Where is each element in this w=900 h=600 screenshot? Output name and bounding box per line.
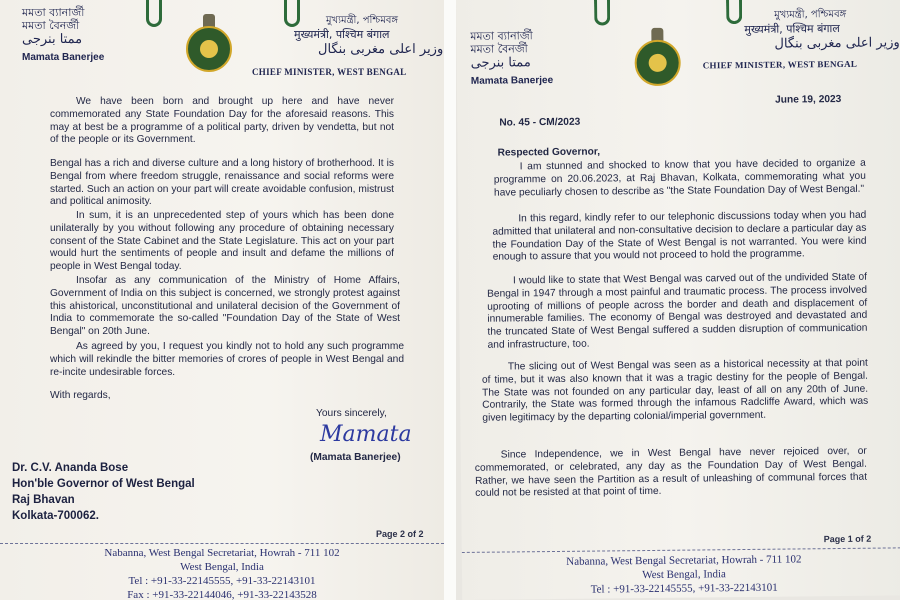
bengali-name-alt: মমতা বৈনর্জী: [22, 19, 80, 32]
addressee-line: Hon'ble Governor of West Bengal: [12, 478, 195, 490]
footer-tel: Tel : +91-33-22145555, +91-33-22143101: [590, 581, 778, 596]
footer-fax: Fax : +91-33-22144046, +91-33-22143528: [127, 589, 317, 600]
title-hindi: मुख्यमंत्री, पश्चिम बंगाल: [294, 28, 390, 41]
letter-date: June 19, 2023: [775, 93, 842, 106]
state-emblem-icon: [634, 40, 680, 86]
salutation: Respected Governor,: [497, 146, 601, 159]
paper-clip-icon: [726, 0, 742, 24]
paper-clip-icon: [594, 0, 610, 26]
paragraph: Bengal has a rich and diverse culture and a long history of brotherhood. It is Bengal from where freedom struggle, renaissance and social reforms were started. Such an action on your part will create avoidable confusion, mistrust and political animosity.: [50, 158, 394, 208]
title-urdu: وزیر اعلی مغربی بنگال: [318, 42, 444, 57]
paragraph: I would like to state that West Bengal was carved out of the undivided State of Bengal in 1947 through a most painful and traumatic process. The process involved uprooting of millions of people across the border and death and displacement of innumerable families. The economy of Bengal was destroyed and devastated and the truncated State of West Bengal suffered a sudden disruption of communication and infrastructure, too.: [487, 271, 868, 351]
footer-divider: [0, 543, 444, 544]
paragraph: In this regard, kindly refer to our telephonic discussions today when you had admitted that unilateral and non-consultative decision to declare a particular day as the Foundation Day of the State of West Bengal is not warranted. You were kind enough to assure that you would not proceed to hold the programme.: [492, 209, 867, 264]
title-english: CHIEF MINISTER, WEST BENGAL: [702, 58, 858, 71]
yours-sincerely: Yours sincerely,: [316, 408, 387, 419]
english-name: Mamata Banerjee: [470, 74, 554, 87]
page-gap: [444, 0, 456, 600]
paragraph: We have been born and brought up here and have never commemorated any State Foundation Day for the aforesaid reasons. This may at best be a programme of a political party, driven by vendetta, but not of the people or its Government.: [50, 96, 394, 146]
state-emblem-icon: [186, 26, 232, 72]
paper-clip-icon: [146, 0, 162, 27]
english-name: Mamata Banerjee: [22, 52, 105, 63]
paragraph: As agreed by you, I request you kindly not to hold any such programme which will rekindle the bitter memories of crores of people in West Bengal and re-incite undesirable forces.: [50, 341, 404, 378]
urdu-name: ممتا بنرجی: [470, 55, 531, 71]
title-bengali: মুখ্যমন্ত্রী, পশ্চিমবঙ্গ: [326, 15, 399, 26]
addressee-block: [12, 460, 195, 524]
footer-country: West Bengal, India: [642, 568, 726, 582]
paragraph: I am stunned and shocked to know that you have decided to organize a programme on 20.06.2023, at Raj Bhavan, Kolkata, commemorating what you have peculiarly chosen to describe as "the State Foundation Day of West Bengal.": [493, 157, 866, 199]
signatory: (Mamata Banerjee): [310, 452, 401, 463]
footer-address: Nabanna, West Bengal Secretariat, Howrah - 711 102: [104, 547, 340, 559]
paragraph: Since Independence, we in West Bengal have never rejoiced over, or commemorated, or celebrated, any day as the Foundation Day of West Bengal. Rather, we have seen the Partition as a result of unleashing of communal forces that could not be resisted at that point of time.: [474, 445, 868, 500]
footer-country: West Bengal, India: [180, 561, 264, 573]
addressee-line: Dr. C.V. Ananda Bose: [12, 462, 129, 474]
urdu-name: ممتا بنرجی: [22, 32, 83, 47]
footer-tel: Tel : +91-33-22145555, +91-33-22143101: [128, 575, 316, 587]
letter-page-2: [0, 0, 444, 600]
bengali-name: মমতা ব্যানার্জী: [470, 29, 533, 43]
footer-address: Nabanna, West Bengal Secretariat, Howrah - 711 102: [566, 553, 802, 568]
paragraph: Insofar as any communication of the Ministry of Home Affairs, Government of India on this subject is concerned, we strongly protest against this ahistorical, unconstitutional and unilateral decision of the Government of India to commemorate the so-called "Foundation Day of the State of West Bengal" on 20th June.: [50, 275, 400, 338]
bengali-name: মমতা ব্যানার্জী: [22, 6, 85, 19]
title-english: CHIEF MINISTER, WEST BENGAL: [252, 67, 407, 77]
paragraph: In sum, it is an unprecedented step of yours which has been done unilaterally by you without following any procedure of obtaining necessary consent of the State Cabinet and the State Legislature. This act on your part would hurt the sentiments of people and insult and defame the millions of people in West Bengal today.: [50, 210, 394, 273]
addressee-line: Raj Bhavan: [12, 494, 75, 506]
paragraph: The slicing out of West Bengal was seen as a historical necessity at that point of time, but it was also known that it was a tragic destiny for the people of Bengal. The State was not founded on any particular day, least of all on any 20th of June. Contrarily, the State was formed through the infamous Radcliffe Award, which was given legitimacy by the departing colonial/imperial government.: [481, 357, 869, 424]
signature: Mamata: [320, 422, 412, 447]
letter-number: No. 45 - CM/2023: [499, 116, 581, 129]
title-urdu: وزیر اعلی مغربی بنگال: [774, 35, 900, 52]
title-hindi: मुख्यमंत्री, पश्चिम बंगाल: [744, 21, 840, 36]
letter-page-1: [456, 0, 900, 600]
paper-clip-icon: [284, 0, 300, 27]
page-number: Page 2 of 2: [376, 529, 424, 539]
bengali-name-alt: মমতা বৈনর্জী: [470, 42, 528, 56]
addressee-line: Kolkata-700062.: [12, 510, 99, 522]
footer: [462, 551, 900, 598]
closing: With regards,: [50, 390, 111, 401]
page-number: Page 1 of 2: [823, 533, 872, 545]
title-bengali: মুখ্যমন্ত্রী, পশ্চিমবঙ্গ: [774, 8, 847, 21]
footer: [0, 546, 444, 600]
